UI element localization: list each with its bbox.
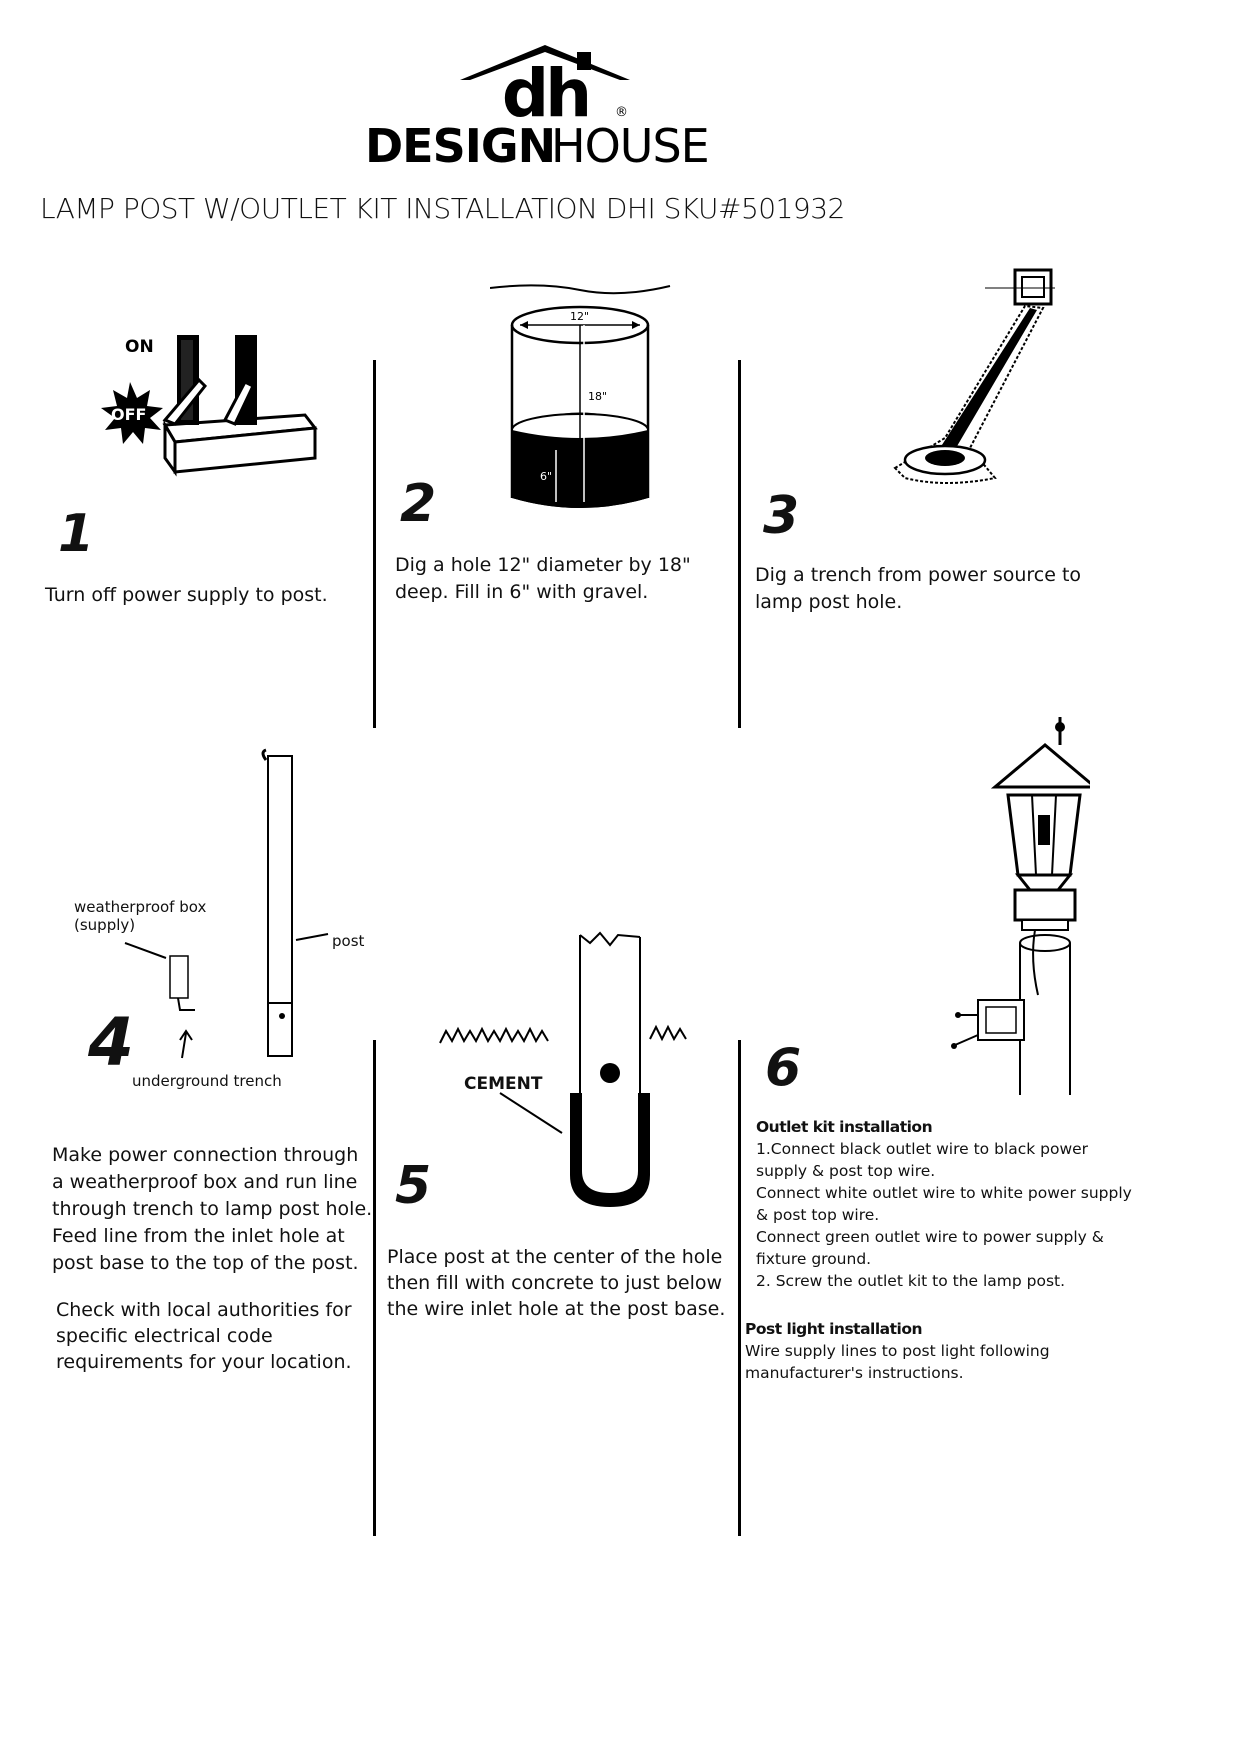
house-logo-icon	[365, 40, 725, 170]
step5-line-2: then fill with concrete to just below	[387, 1272, 723, 1294]
step2-line-2: deep. Fill in 6" with gravel.	[395, 581, 649, 603]
post-light-heading: Post light installation	[745, 1320, 923, 1338]
step1-text: Turn off power supply to post.	[45, 584, 328, 606]
step3-trench-illustration	[885, 238, 1085, 498]
outlet-line-2: supply & post top wire.	[756, 1162, 936, 1180]
logo-mark: dh	[501, 55, 589, 132]
box-label-line-1: weatherproof box	[74, 898, 207, 916]
divider-bottom-right	[738, 1040, 741, 1536]
divider-top-right	[738, 360, 741, 728]
outlet-line-7: 2. Screw the outlet kit to the lamp post.	[756, 1272, 1066, 1290]
depth-label: 18"	[588, 390, 608, 403]
step4-note-line-1: Check with local authorities for	[56, 1299, 352, 1321]
step6-post-light-section	[745, 1318, 1050, 1384]
step5-line-1: Place post at the center of the hole	[387, 1246, 723, 1268]
gravel-label: 6"	[540, 470, 553, 483]
logo-design: DESIGN	[365, 119, 556, 170]
registered-mark: ®	[615, 105, 628, 120]
cement-label: CEMENT	[464, 1074, 543, 1094]
logo-house: HOUSE	[551, 119, 709, 170]
step4-line-2: a weatherproof box and run line	[52, 1171, 358, 1193]
outlet-line-5: Connect green outlet wire to power supply &	[756, 1228, 1104, 1246]
step2-text	[395, 552, 691, 606]
outlet-line-1: 1.Connect black outlet wire to black power	[756, 1140, 1089, 1158]
step4-note-line-3: requirements for your location.	[56, 1351, 352, 1373]
off-label: OFF	[111, 405, 147, 424]
step5-line-3: the wire inlet hole at the post base.	[387, 1298, 726, 1320]
step4-line-5: post base to the top of the post.	[52, 1252, 359, 1274]
step4-note-line-2: specific electrical code	[56, 1325, 273, 1347]
outlet-line-4: & post top wire.	[756, 1206, 880, 1224]
hole-diagram-icon	[490, 280, 680, 525]
step3-number: 3	[763, 486, 800, 546]
breaker-switch-icon	[95, 320, 345, 490]
step5-number: 5	[395, 1156, 432, 1216]
weatherproof-box-label	[74, 898, 206, 934]
step3-line-1: Dig a trench from power source to	[755, 564, 1082, 586]
step1-number: 1	[58, 504, 95, 564]
step2-number: 2	[400, 474, 437, 534]
step4-line-3: through trench to lamp post hole.	[52, 1198, 373, 1220]
outlet-line-6: fixture ground.	[756, 1250, 872, 1268]
step3-text	[755, 562, 1081, 616]
step2-hole-illustration	[490, 280, 680, 525]
post-light-line-2: manufacturer's instructions.	[745, 1364, 964, 1382]
post-light-line-1: Wire supply lines to post light following	[745, 1342, 1050, 1360]
page-title: LAMP POST W/OUTLET KIT INSTALLATION DHI SKU#501932	[40, 192, 845, 225]
step6-number: 6	[765, 1038, 802, 1098]
step1-switch-illustration	[95, 320, 345, 490]
step6-outlet-section	[756, 1116, 1132, 1292]
designhouse-logo	[365, 40, 725, 170]
step3-line-2: lamp post hole.	[755, 591, 903, 613]
divider-bottom-left	[373, 1040, 376, 1536]
post-label: post	[332, 932, 365, 950]
lamp-post-outlet-icon	[940, 715, 1090, 1105]
step4-number: 4	[88, 1004, 134, 1081]
outlet-kit-heading: Outlet kit installation	[756, 1118, 933, 1136]
step4-text	[52, 1142, 372, 1277]
step2-line-1: Dig a hole 12" diameter by 18"	[395, 554, 691, 576]
step5-text	[387, 1244, 725, 1322]
divider-top-left	[373, 360, 376, 728]
step4-line-4: Feed line from the inlet hole at	[52, 1225, 345, 1247]
box-label-line-2: (supply)	[74, 916, 136, 934]
step4-note	[56, 1297, 352, 1375]
on-label: ON	[125, 337, 154, 357]
trench-label: underground trench	[132, 1072, 282, 1090]
diameter-label: 12"	[570, 310, 590, 323]
outlet-line-3: Connect white outlet wire to white power supply	[756, 1184, 1132, 1202]
step6-illustration	[940, 715, 1090, 1105]
step4-line-1: Make power connection through	[52, 1144, 359, 1166]
trench-diagram-icon	[885, 238, 1085, 498]
